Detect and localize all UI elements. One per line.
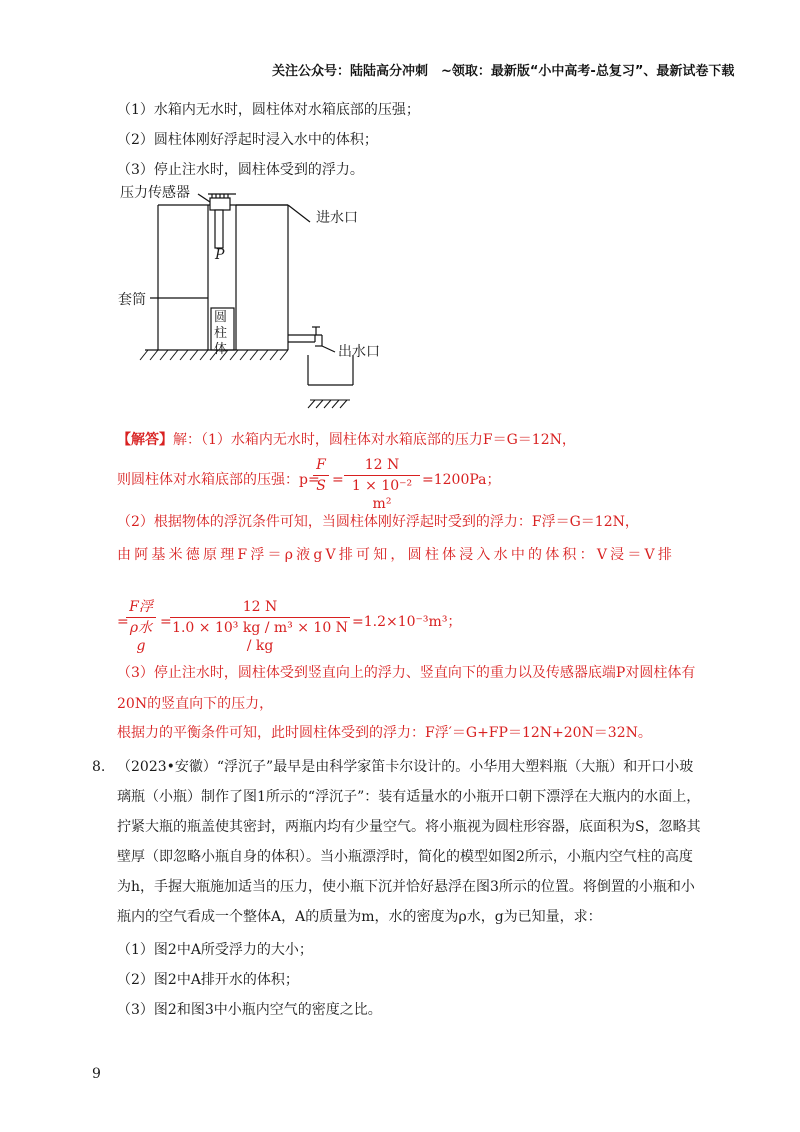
answer-line-4: 由阿基米德原理F浮＝ρ液gV排可知，圆柱体浸入水中的体积：V浸＝V排 — [117, 547, 676, 563]
question-8-sub-3: （3）图2和图3中小瓶内空气的密度之比。 — [117, 1002, 382, 1018]
label-pressure-sensor: 压力传感器 — [120, 185, 190, 201]
label-outlet: 出水口 — [338, 344, 380, 360]
answer-line-2-prefix: 则圆柱体对水箱底部的压强：p= — [117, 472, 320, 488]
fraction-denominator: ρ水g — [129, 620, 153, 654]
question-8-sub-1: （1）图2中A所受浮力的大小； — [117, 942, 313, 958]
question-8-line: 壁厚（即忽略小瓶自身的体积）。当小瓶漂浮时，简化的模型如图2所示，小瓶内空气柱的高度 — [117, 849, 693, 865]
fraction-volume-value — [170, 598, 350, 655]
page-number: 9 — [92, 1066, 101, 1082]
question-8-sub-2: （2）图2中A排开水的体积； — [117, 972, 299, 988]
label-sleeve: 套筒 — [118, 292, 146, 308]
label-cylinder: 圆柱体 — [214, 310, 228, 357]
answer-line-1 — [117, 430, 576, 450]
answer-line-2-result: =1200Pa； — [422, 472, 501, 488]
answer-line-8: 根据力的平衡条件可知，此时圆柱体受到的浮力：F浮′＝G+FP＝12N+20N＝32N。 — [117, 725, 652, 741]
fraction-denominator: S — [316, 478, 326, 494]
question-item-1: （1）水箱内无水时，圆柱体对水箱底部的压强； — [117, 102, 420, 118]
fraction-buoyancy-over-rho-g — [126, 598, 156, 655]
answer-line-5-result: =1.2×10⁻³m³； — [352, 614, 462, 630]
fraction-denominator: 1.0 × 10³ kg / m³ × 10 N / kg — [172, 620, 348, 654]
answer-tag: 【解答】 — [117, 432, 173, 448]
label-inlet: 进水口 — [316, 210, 358, 226]
fraction-numerator: F — [316, 457, 326, 473]
label-p: P — [215, 247, 225, 263]
equals-sign-2: = — [117, 614, 129, 630]
answer-line-3: （2）根据物体的浮沉条件可知，当圆柱体刚好浮起时受到的浮力：F浮＝G＝12N， — [117, 514, 639, 530]
question-8-line: 拧紧大瓶的瓶盖使其密封，两瓶内均有少量空气。将小瓶视为圆柱形容器，底面积为S，忽略其 — [117, 819, 701, 835]
fraction-numerator: F浮 — [129, 599, 153, 615]
question-8-line: 为h，手握大瓶施加适当的压力，使小瓶下沉并恰好悬浮在图3所示的位置。将倒置的小瓶和小 — [117, 879, 695, 895]
answer-line-1-text: 解：（1）水箱内无水时，圆柱体对水箱底部的压力F＝G＝12N， — [173, 432, 576, 448]
answer-line-7: 20N的竖直向下的压力， — [117, 696, 274, 712]
fraction-denominator: 1 × 10⁻² m² — [351, 478, 413, 512]
question-item-3: （3）停止注水时，圆柱体受到的浮力。 — [117, 162, 364, 178]
question-8-number: 8. — [92, 759, 106, 775]
fraction-numerator: 12 N — [364, 457, 400, 473]
fraction-pressure-value — [344, 456, 420, 513]
water-tank-diagram — [110, 180, 430, 410]
question-item-2: （2）圆柱体刚好浮起时浸入水中的体积； — [117, 132, 378, 148]
fraction-numerator: 12 N — [242, 599, 278, 615]
question-8-line: 瓶内的空气看成一个整体A，A的质量为m，水的密度为ρ水，g为已知量，求： — [117, 909, 602, 925]
equals-sign-3: = — [160, 614, 172, 630]
question-8-line: （2023•安徽）“浮沉子”最早是由科学家笛卡尔设计的。小华用大塑料瓶（大瓶）和开口小玻 — [117, 759, 694, 775]
question-8-line: 璃瓶（小瓶）制作了图1所示的“浮沉子”：装有适量水的小瓶开口朝下漂浮在大瓶内的水面上， — [117, 789, 701, 805]
equals-sign: = — [332, 472, 344, 488]
fraction-f-over-s — [313, 456, 329, 495]
answer-line-6: （3）停止注水时，圆柱体受到竖直向上的浮力、竖直向下的重力以及传感器底端P对圆柱体有 — [117, 665, 696, 681]
page-header: 关注公众号：陆陆高分冲刺 ~领取：最新版“小中高考-总复习”、最新试卷下载 — [272, 64, 735, 79]
